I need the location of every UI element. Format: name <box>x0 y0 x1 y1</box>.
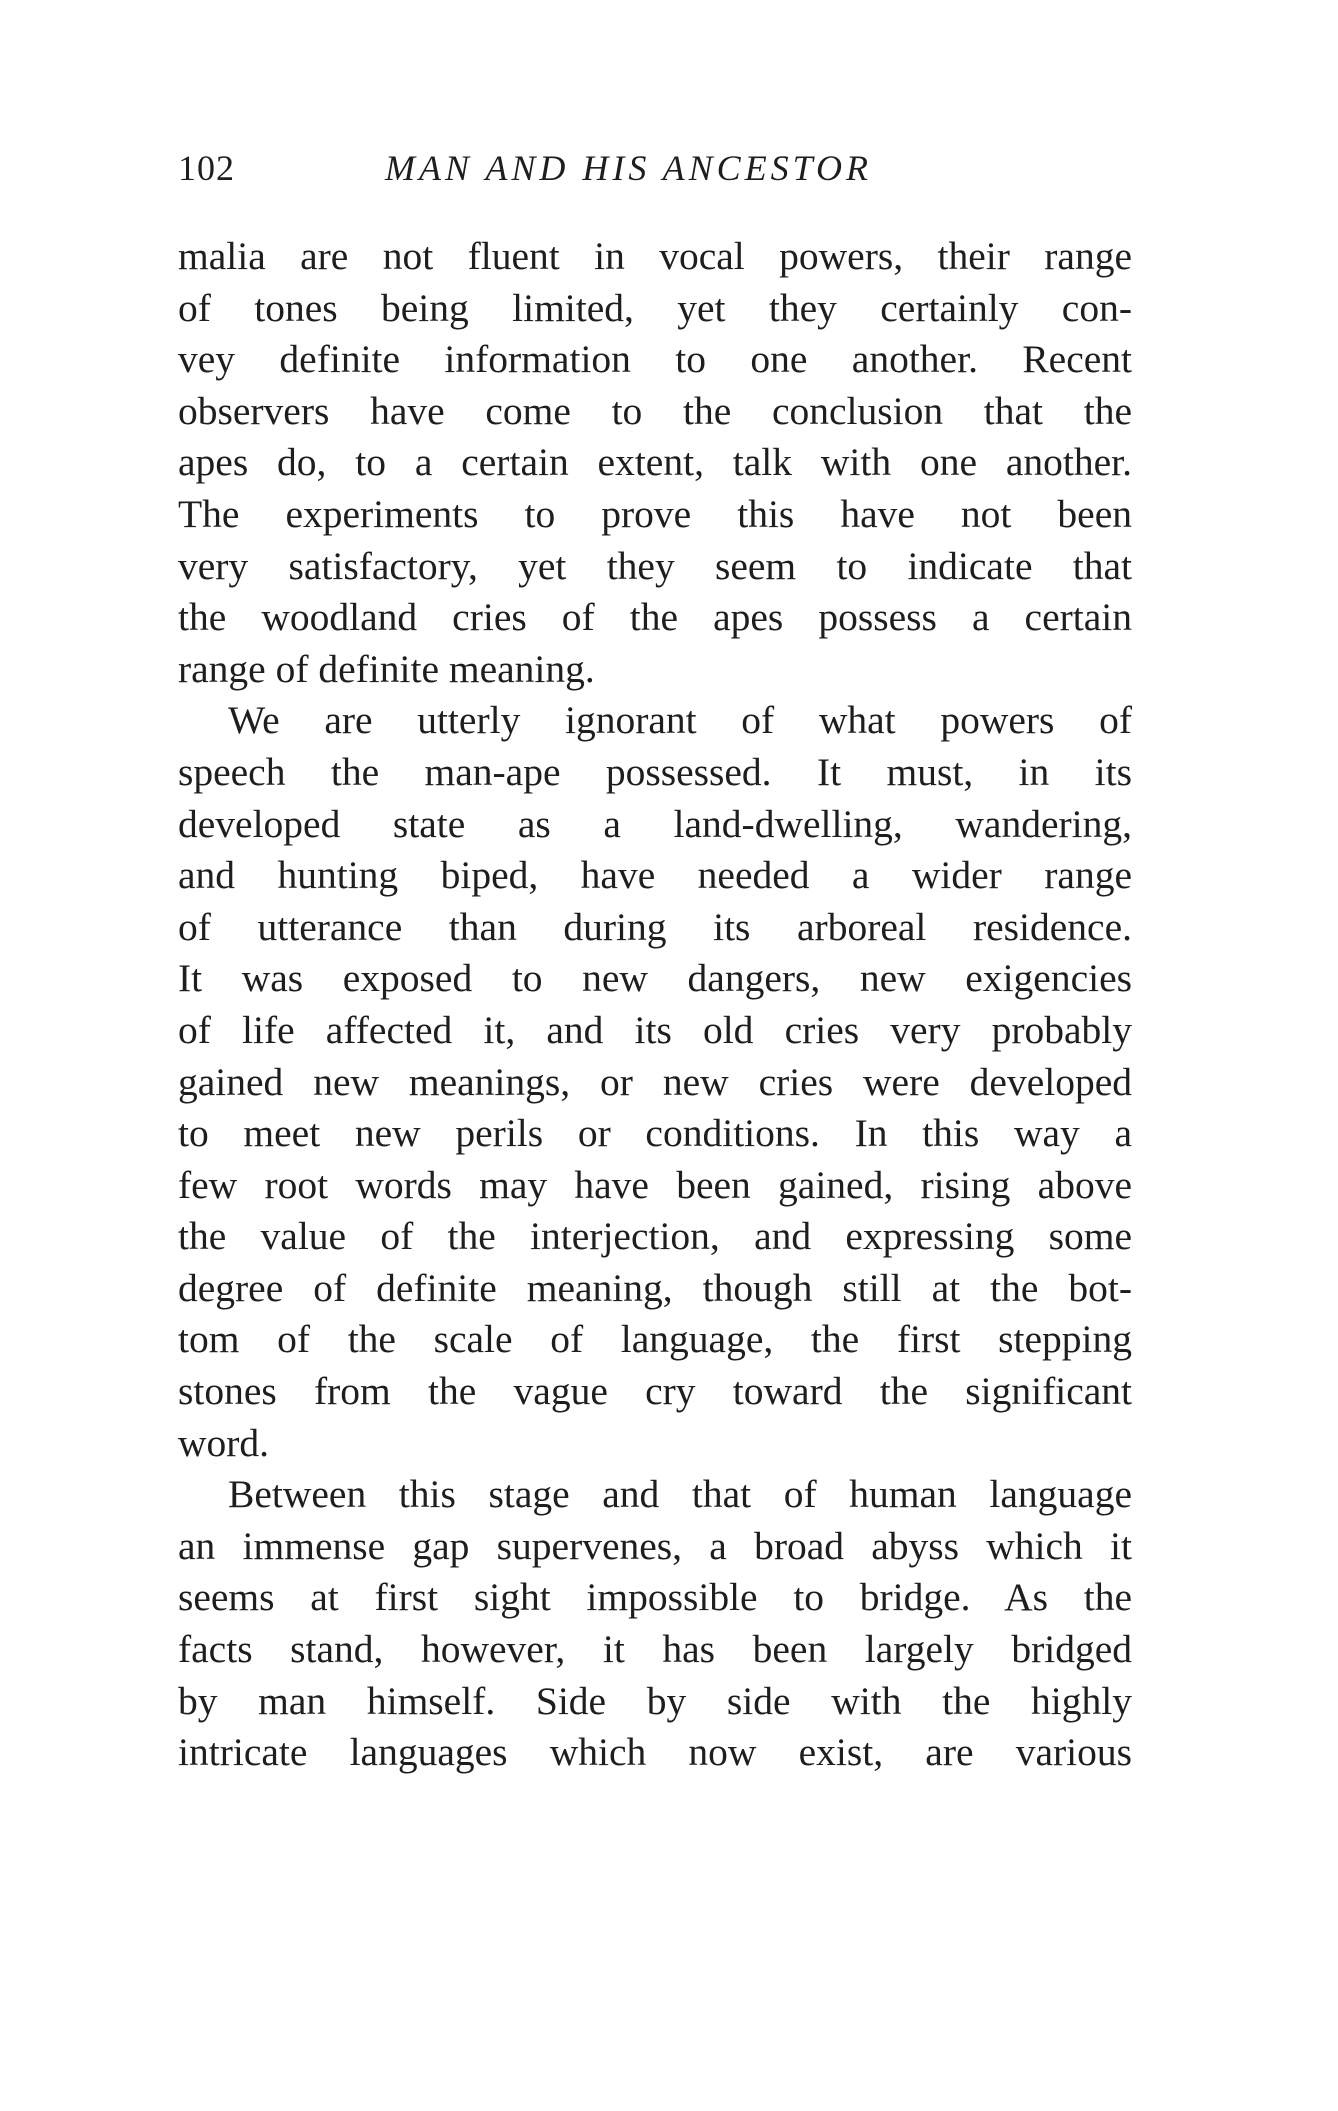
text-line: by man himself. Side by side with the highly <box>178 1678 1132 1723</box>
text-line: the value of the interjection, and expressing some <box>178 1214 1132 1259</box>
text-line: seems at first sight impossible to bridge. As the <box>178 1575 1132 1620</box>
text-line: range of definite meaning. <box>178 646 595 691</box>
text-line: an immense gap supervenes, a broad abyss which it <box>178 1523 1132 1568</box>
text-line: malia are not fluent in vocal powers, their range <box>178 234 1132 278</box>
text-line: developed state as a land-dwelling, wandering, <box>178 801 1132 846</box>
text-line: to meet new perils or conditions. In this way a <box>178 1111 1132 1156</box>
text-line: The experiments to prove this have not been <box>178 491 1132 536</box>
text-line: degree of definite meaning, though still at the bot- <box>178 1265 1132 1310</box>
text-line: of utterance than during its arboreal residence. <box>178 904 1132 949</box>
text-line: facts stand, however, it has been largely bridged <box>178 1627 1132 1672</box>
page-number: 102 <box>178 148 235 188</box>
text-line: word. <box>178 1420 270 1465</box>
text-line: stones from the vague cry toward the significant <box>178 1369 1132 1414</box>
paragraph <box>178 695 1132 1469</box>
running-title: MAN AND HIS ANCESTOR <box>385 148 873 188</box>
text-line: observers have come to the conclusion that the <box>178 388 1132 433</box>
page-header <box>178 143 1132 193</box>
text-line: very satisfactory, yet they seem to indicate that <box>178 543 1132 588</box>
text-line: Between this stage and that of human language <box>228 1472 1132 1517</box>
text-line: the woodland cries of the apes possess a certain <box>178 595 1132 640</box>
text-line: apes do, to a certain extent, talk with one another. <box>178 440 1132 485</box>
text-line: tom of the scale of language, the first stepping <box>178 1317 1132 1362</box>
text-line: vey definite information to one another. Recent <box>178 337 1132 382</box>
paragraph <box>178 1469 1132 1779</box>
text-line: It was exposed to new dangers, new exigencies <box>178 956 1132 1001</box>
paragraph <box>178 231 1132 695</box>
body-text <box>178 231 1132 1779</box>
text-line: of life affected it, and its old cries very probably <box>178 1007 1132 1052</box>
text-line: few root words may have been gained, rising above <box>178 1162 1132 1207</box>
text-line: We are utterly ignorant of what powers of <box>228 698 1132 743</box>
text-line: gained new meanings, or new cries were developed <box>178 1059 1132 1104</box>
text-line: of tones being limited, yet they certainly con- <box>178 285 1132 330</box>
text-line: and hunting biped, have needed a wider range <box>178 853 1132 898</box>
text-line: intricate languages which now exist, are various <box>178 1730 1132 1775</box>
text-line: speech the man-ape possessed. It must, in its <box>178 749 1132 794</box>
